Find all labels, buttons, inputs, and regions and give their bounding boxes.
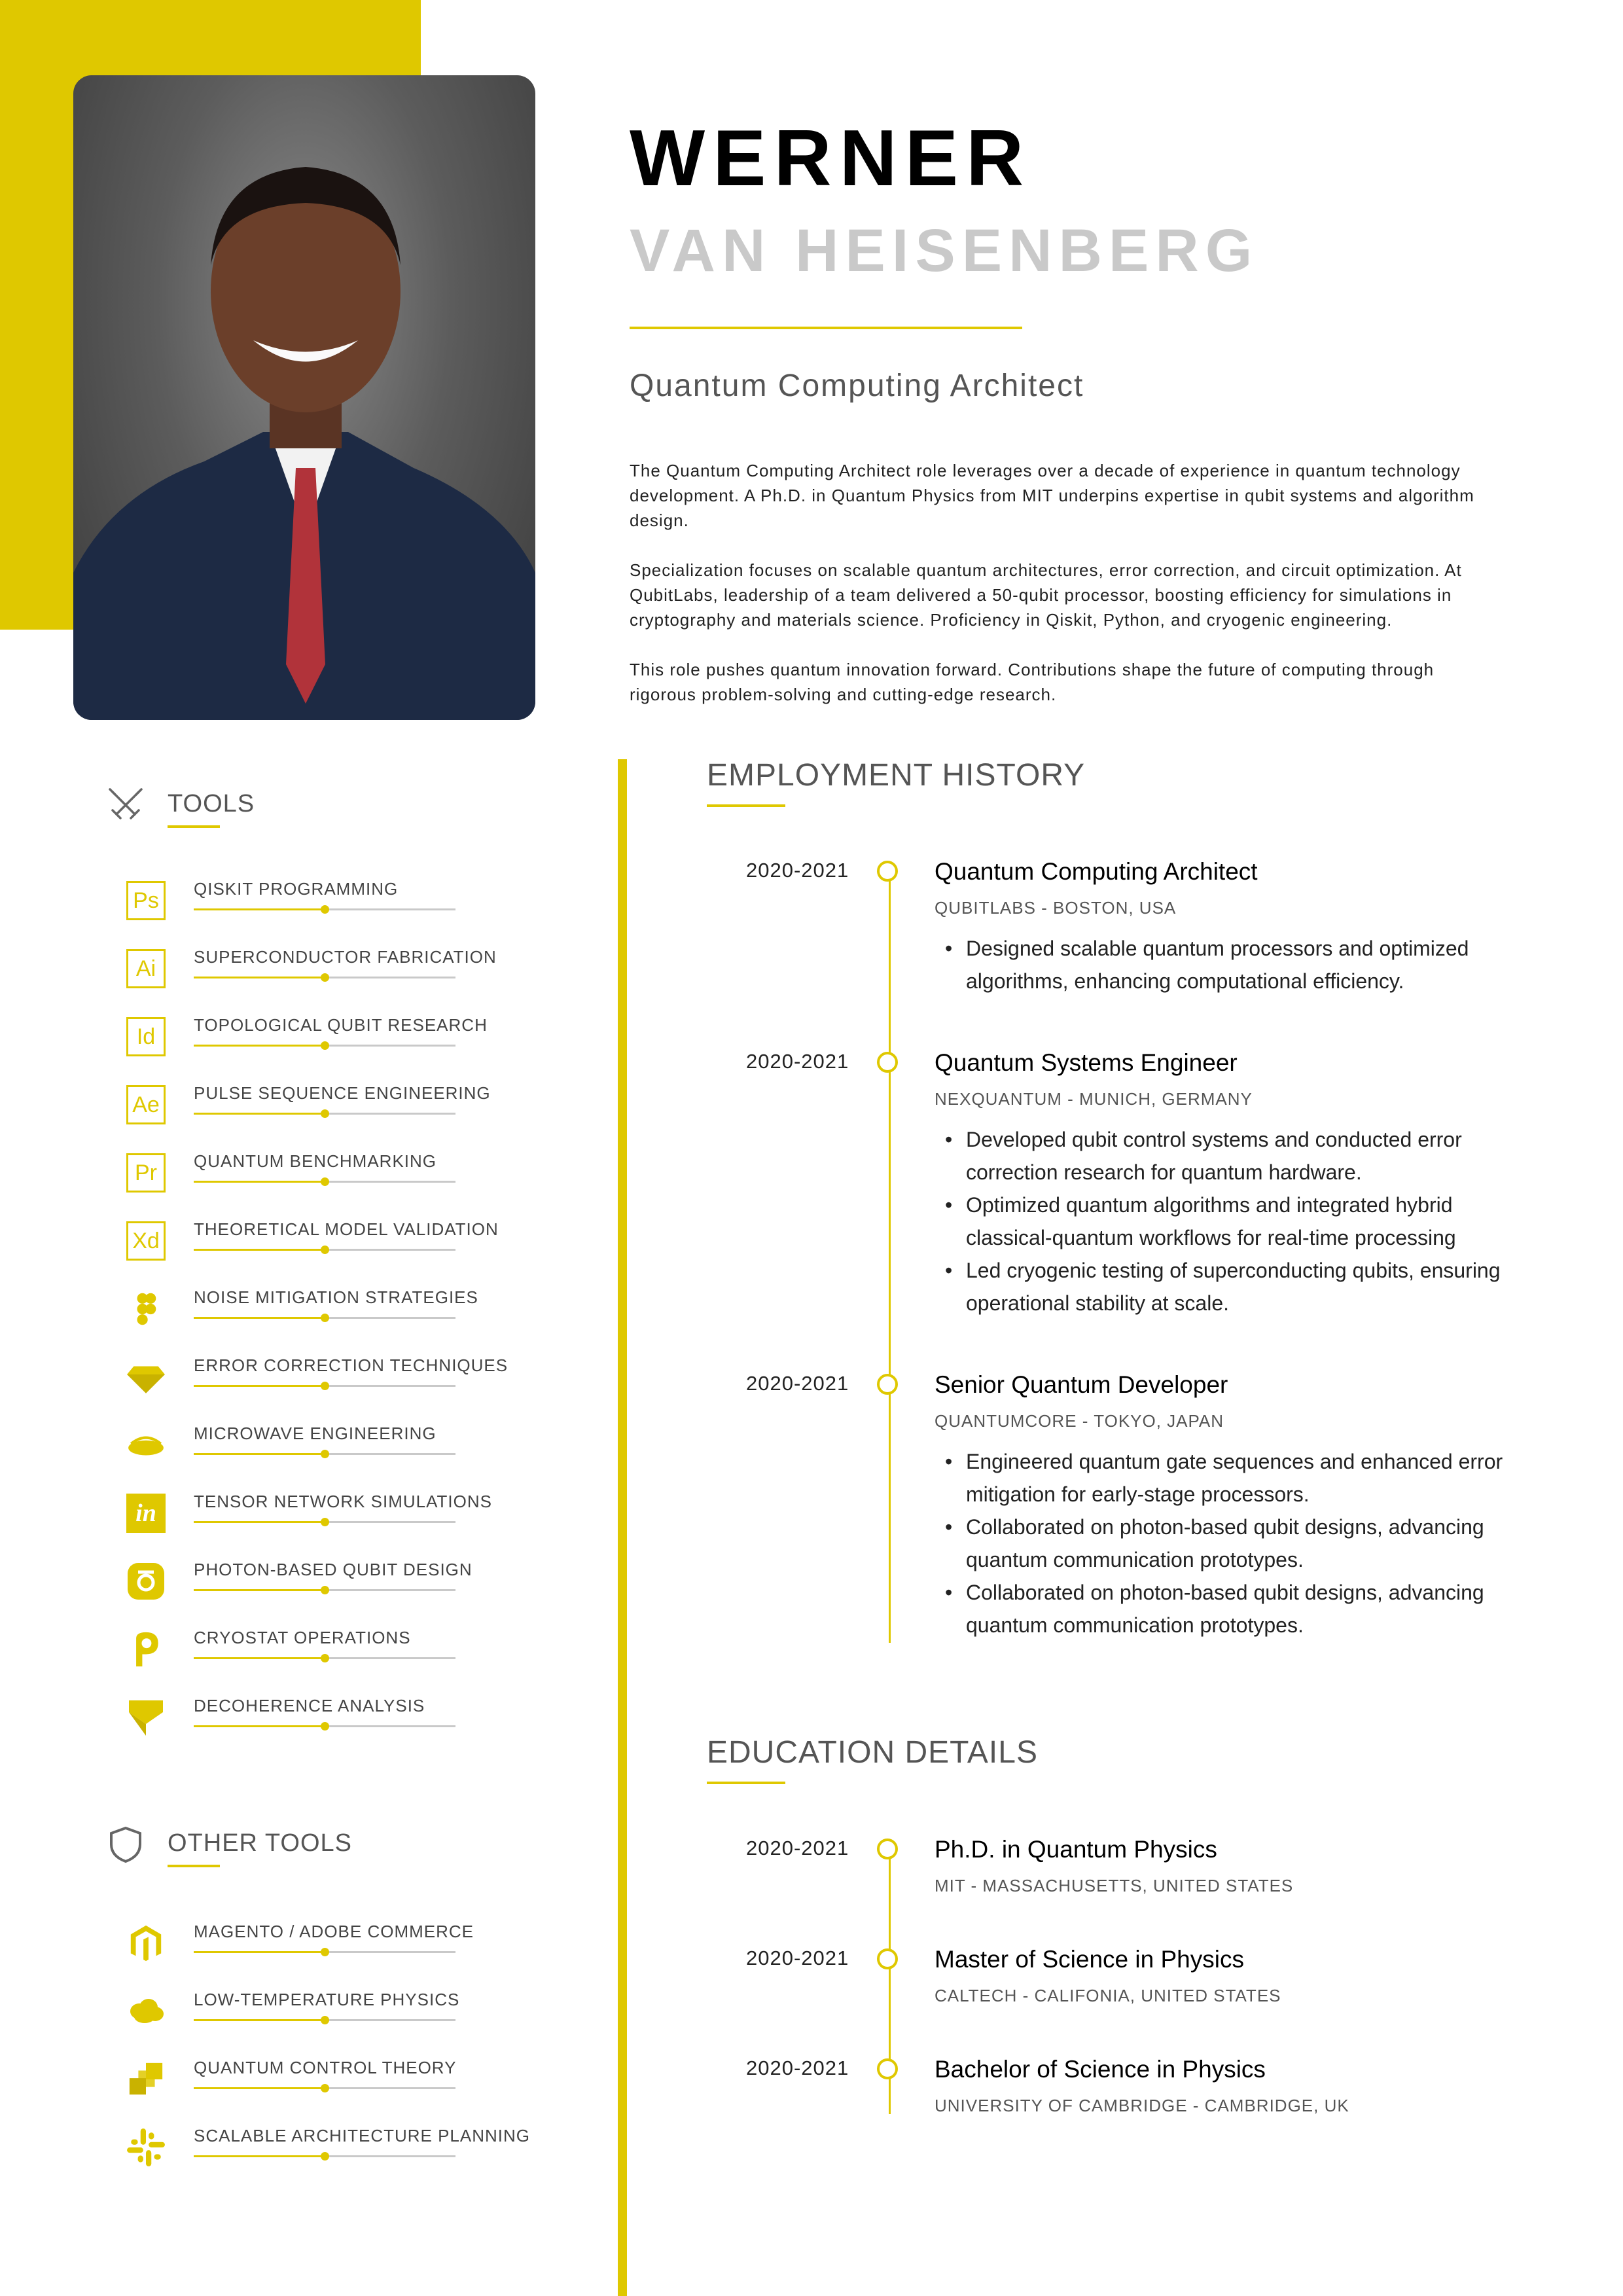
education-date: 2020-2021 [746,1837,849,1859]
last-name: VAN HEISENBERG [630,217,1259,284]
employment-timeline [889,870,891,1643]
invision-icon: in [124,1492,168,1535]
degree-title: Master of Science in Physics [935,1946,1244,1973]
job-date: 2020-2021 [746,1050,849,1073]
employment-title: EMPLOYMENT HISTORY [707,758,1086,793]
xd-icon: Xd [124,1219,168,1263]
tools-title: TOOLS [168,790,255,817]
skill-bar [194,1657,455,1659]
job-date: 2020-2021 [746,1372,849,1395]
tool-item [124,1492,491,1544]
skill-bar-marker [321,1177,329,1186]
skill-bar-marker [321,2016,329,2024]
skill-bar-fill [194,1181,325,1183]
skill-bar-marker [321,1041,329,1050]
tool-item [124,1219,499,1272]
education-date: 2020-2021 [746,2056,849,2079]
skill-bar [194,1521,455,1523]
ae-icon: Ae [124,1083,168,1126]
salesforce-cloud-icon [124,1990,168,2033]
skill-bar-fill [194,1521,325,1523]
job-title: Quantum Systems Engineer [935,1049,1238,1076]
tool-item [124,1015,491,1067]
skill-bar-marker [321,1246,329,1254]
summary-paragraph: The Quantum Computing Architect role leverages over a decade of experience in quantum technology development. A Ph.D. in Quantum Physics from MIT underpins expertise in qubit systems and algorithm design. [630,461,1474,530]
magento-icon [124,1922,168,1965]
skill-bar-marker [321,1314,329,1322]
skill-bar [194,2087,455,2089]
tool-item [124,1990,491,2042]
skill-bar [194,2155,455,2157]
ps-icon: Ps [124,879,168,922]
skill-bar-fill [194,908,325,910]
crossed-swords-icon [106,785,145,825]
tool-label: PHOTON-BASED QUBIT DESIGN [194,1560,473,1579]
school-name: MIT - MASSACHUSETTS, UNITED STATES [935,1876,1294,1895]
skill-bar-marker [321,1382,329,1390]
timeline-dot [877,861,898,882]
skill-bar-marker [321,905,329,914]
name-underline [630,327,1022,329]
skill-bar-fill [194,1453,325,1455]
job-company: QUBITLABS - BOSTON, USA [935,898,1177,918]
skill-bar-marker [321,1948,329,1956]
profile-summary [630,458,1500,732]
skill-bar [194,1385,455,1387]
skill-bar-fill [194,1113,325,1115]
skill-bar-marker [321,1586,329,1594]
tool-label: NOISE MITIGATION STRATEGIES [194,1287,478,1307]
tool-label: MICROWAVE ENGINEERING [194,1424,437,1443]
skill-bar [194,1725,455,1727]
tool-label: SUPERCONDUCTOR FABRICATION [194,947,497,967]
principle-icon [124,1628,168,1671]
tool-label: MAGENTO / ADOBE COMMERCE [194,1922,474,1941]
skill-bar [194,908,455,910]
tools-underline [168,825,220,828]
skill-bar-fill [194,1045,325,1047]
tool-label: TOPOLOGICAL QUBIT RESEARCH [194,1015,488,1035]
tool-label: QUANTUM BENCHMARKING [194,1151,437,1171]
skill-bar-fill [194,1589,325,1591]
jira-icon [124,2058,168,2101]
tool-item [124,947,497,999]
skill-bar [194,1453,455,1455]
job-bullets [935,932,1524,997]
timeline-dot [877,1052,898,1073]
zeplin-icon [124,1424,168,1467]
figma-icon [124,1287,168,1331]
skill-bar [194,977,455,978]
skill-bar-fill [194,1725,325,1727]
slack-icon [124,2126,168,2169]
profile-photo [73,75,535,720]
tool-item [124,1424,491,1476]
job-title: Quantum Computing Architect [935,858,1258,885]
job-bullet: • Led cryogenic testing of superconducting qubits, ensuring operational stability at scale. [935,1254,1524,1319]
school-name: CALTECH - CALIFONIA, UNITED STATES [935,1986,1281,2005]
job-date: 2020-2021 [746,859,849,882]
timeline-dot [877,1948,898,1969]
tool-item [124,1696,491,1748]
job-bullet: • Collaborated on photon-based qubit designs, advancing quantum communication prototypes. [935,1511,1524,1576]
job-bullets [935,1123,1524,1319]
job-company: NEXQUANTUM - MUNICH, GERMANY [935,1089,1253,1109]
sketch-diamond-icon [124,1355,168,1399]
tool-label: TENSOR NETWORK SIMULATIONS [194,1492,492,1511]
skill-bar [194,1317,455,1319]
tool-item [124,1560,491,1612]
tool-label: PULSE SEQUENCE ENGINEERING [194,1083,491,1103]
tool-label: QISKIT PROGRAMMING [194,879,399,899]
skill-bar-marker [321,1450,329,1458]
skill-bar-fill [194,977,325,978]
skill-bar-fill [194,2155,325,2157]
skill-bar-marker [321,1109,329,1118]
timeline-dot [877,2058,898,2079]
skill-bar-marker [321,2084,329,2092]
job-company: QUANTUMCORE - TOKYO, JAPAN [935,1411,1224,1431]
skill-bar [194,2019,455,2021]
job-bullet: • Engineered quantum gate sequences and enhanced error mitigation for early-stage processors. [935,1445,1524,1511]
skill-bar-fill [194,1249,325,1251]
summary-paragraph: This role pushes quantum innovation forward. Contributions shape the future of computing through rigorous problem-solving and cutting-edge research. [630,660,1435,704]
tool-item [124,1628,491,1680]
pr-icon: Pr [124,1151,168,1194]
tool-label: SCALABLE ARCHITECTURE PLANNING [194,2126,531,2145]
other-tools-underline [168,1865,220,1867]
job-bullet: • Designed scalable quantum processors and optimized algorithms, enhancing computational efficiency. [935,932,1524,997]
job-role: Quantum Computing Architect [630,368,1084,403]
shield-icon [106,1825,145,1864]
timeline-dot [877,1374,898,1395]
tool-label: ERROR CORRECTION TECHNIQUES [194,1355,508,1375]
column-divider [618,759,627,2296]
id-icon: Id [124,1015,168,1058]
skill-bar-fill [194,2087,325,2089]
tool-item [124,1287,491,1340]
tool-item [124,2058,491,2110]
skill-bar-fill [194,1385,325,1387]
skill-bar-fill [194,1951,325,1953]
tool-label: LOW-TEMPERATURE PHYSICS [194,1990,460,2009]
skill-bar [194,1589,455,1591]
skill-bar [194,1951,455,1953]
job-bullet: • Optimized quantum algorithms and integrated hybrid classical-quantum workflows for real-time processing [935,1189,1524,1254]
skill-bar-marker [321,973,329,982]
skill-bar [194,1181,455,1183]
job-bullets [935,1445,1524,1641]
skill-bar-marker [321,1722,329,1731]
tool-label: QUANTUM CONTROL THEORY [194,2058,457,2077]
skill-bar [194,1045,455,1047]
tool-item [124,2126,531,2178]
skill-bar-fill [194,1317,325,1319]
education-underline [707,1782,785,1784]
tool-item [124,1922,491,1974]
degree-title: Bachelor of Science in Physics [935,2056,1266,2083]
framer-icon [124,1696,168,1739]
skill-bar-fill [194,1657,325,1659]
skill-bar-marker [321,1654,329,1662]
education-title: EDUCATION DETAILS [707,1735,1038,1770]
axure-icon [124,1560,168,1603]
tool-item [124,879,491,931]
employment-underline [707,804,785,807]
skill-bar [194,1113,455,1115]
degree-title: Ph.D. in Quantum Physics [935,1836,1217,1863]
ai-icon: Ai [124,947,168,990]
tool-label: CRYOSTAT OPERATIONS [194,1628,411,1647]
tool-item [124,1151,491,1204]
job-bullet: • Developed qubit control systems and conducted error correction research for quantum hardware. [935,1123,1524,1189]
tool-label: THEORETICAL MODEL VALIDATION [194,1219,499,1239]
skill-bar [194,1249,455,1251]
skill-bar-fill [194,2019,325,2021]
skill-bar-marker [321,1518,329,1526]
other-tools-title: OTHER TOOLS [168,1829,352,1857]
education-date: 2020-2021 [746,1946,849,1969]
job-title: Senior Quantum Developer [935,1371,1228,1398]
school-name: UNIVERSITY OF CAMBRIDGE - CAMBRIDGE, UK [935,2096,1349,2115]
skill-bar-marker [321,2152,329,2161]
timeline-dot [877,1839,898,1859]
job-bullet: • Collaborated on photon-based qubit designs, advancing quantum communication prototypes. [935,1576,1524,1641]
tool-item [124,1355,508,1408]
summary-paragraph: Specialization focuses on scalable quantum architectures, error correction, and circuit optimization. At QubitLabs, leadership of a team delivered a 50-qubit processor, boosting efficiency for simulations in cryptography and materials science. Proficiency in Qiskit, Python, and cryogenic engineering. [630,560,1462,630]
tool-item [124,1083,491,1136]
tool-label: DECOHERENCE ANALYSIS [194,1696,425,1715]
first-name: WERNER [630,113,1032,202]
